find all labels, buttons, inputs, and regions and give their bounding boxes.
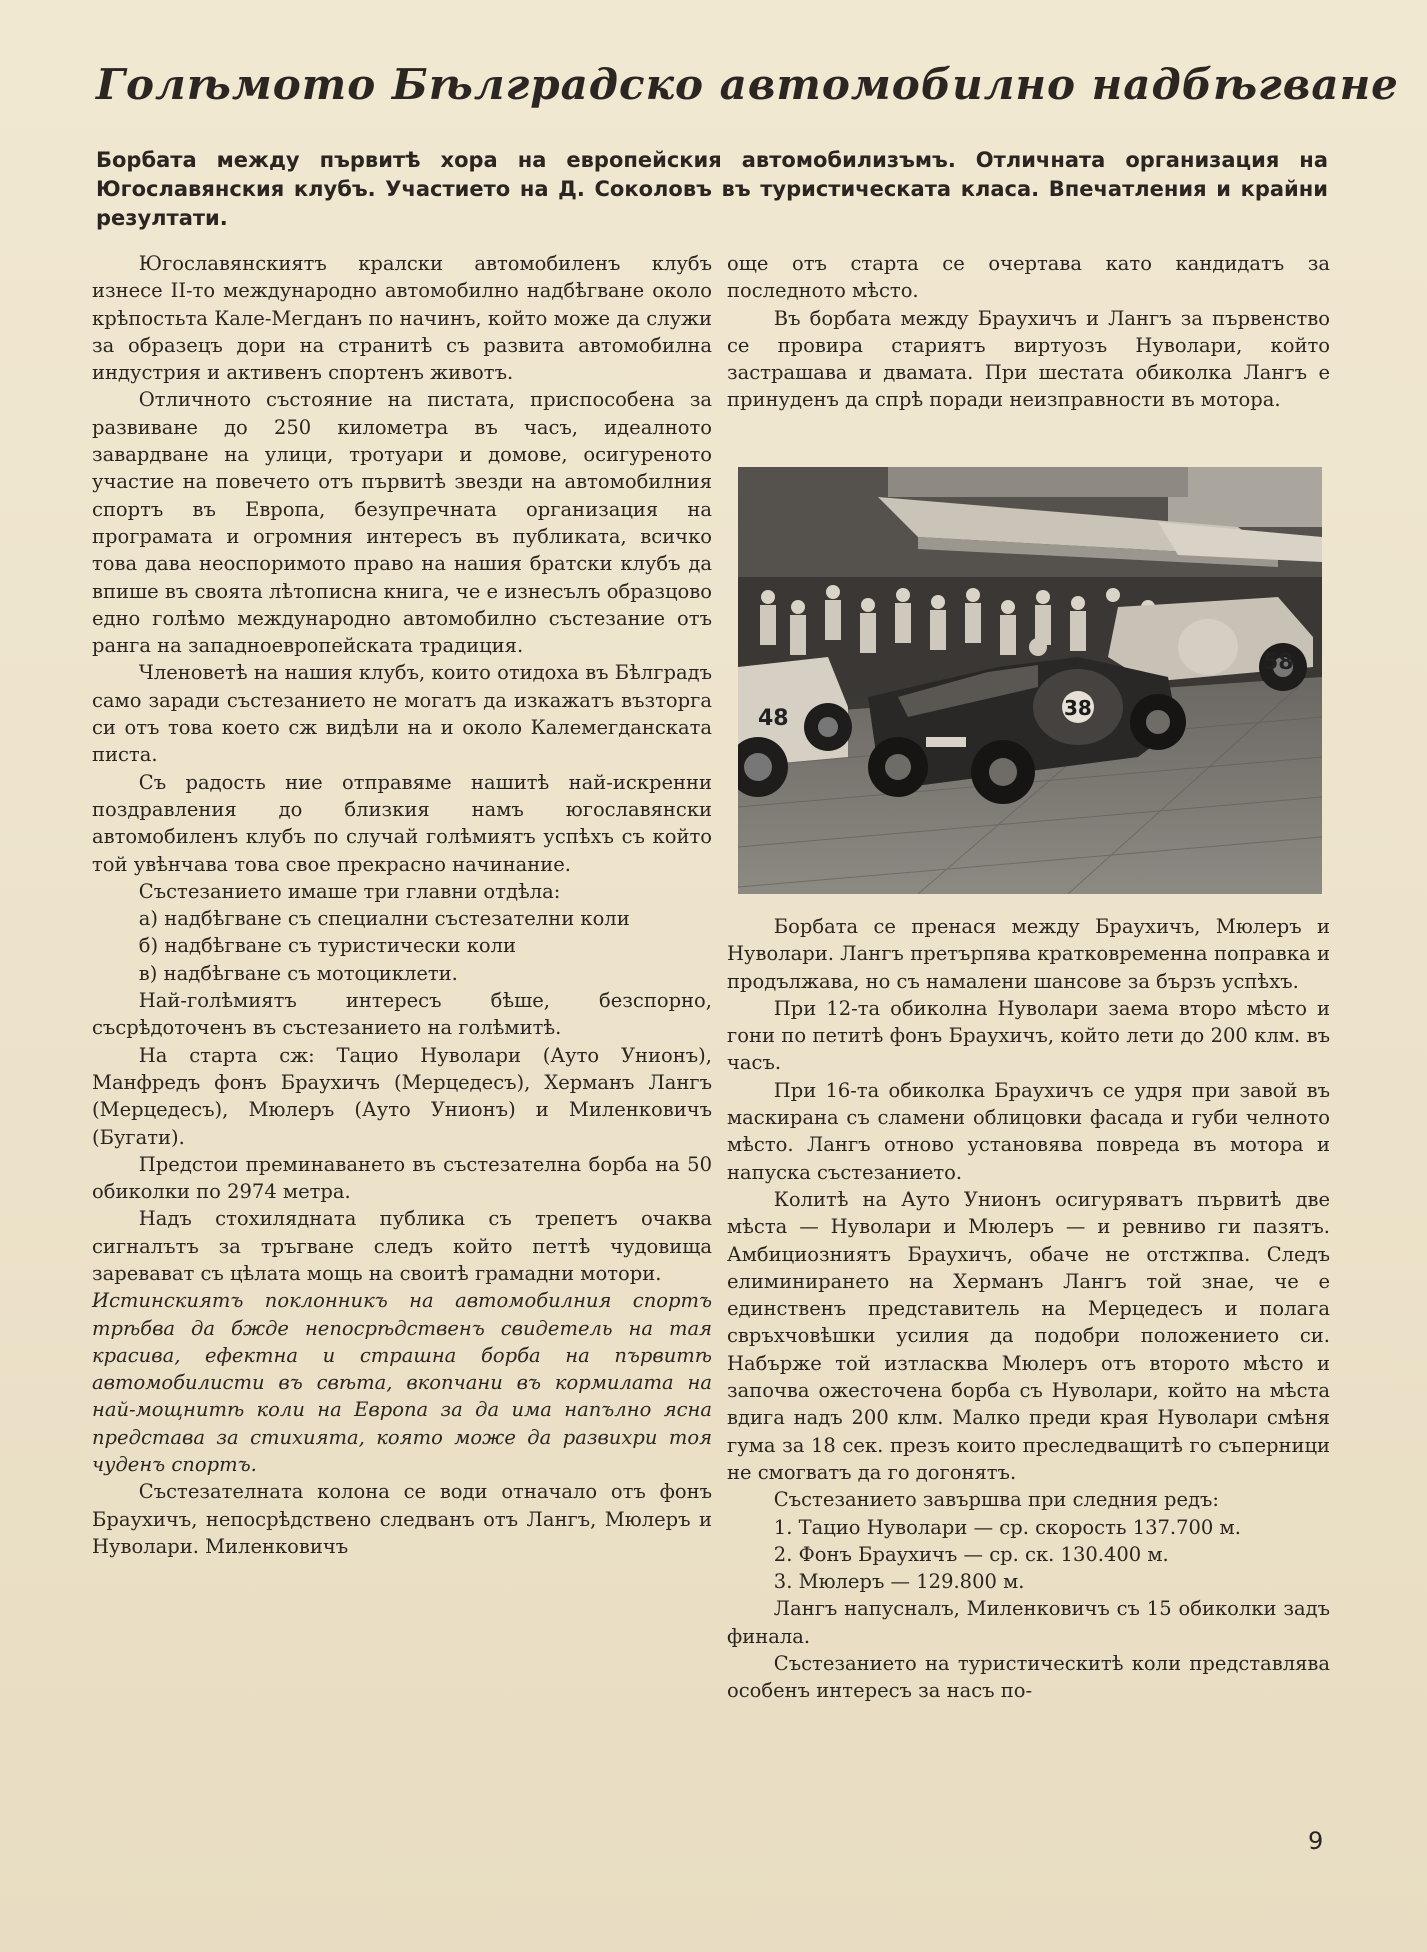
left-column bbox=[92, 250, 712, 1560]
article-title: Голѣмото Бѣлградско автомобилно надбѣгване bbox=[96, 60, 1399, 109]
paragraph: Надъ стохилядната публика съ трепетъ очаква сигналътъ за тръгване следъ който петтѣ чудовища заревават съ цѣлата мощь на своитѣ грамадни мотори. bbox=[92, 1207, 712, 1285]
page-number: 9 bbox=[1308, 1827, 1324, 1855]
italic-paragraph: Истинскиятъ поклонникъ на автомобилния спортъ трѣбва да бжде непосрѣдственъ свидетель на тая красива, ефектна и страшна борба на първитѣ автомобилисти въ свѣта, вкопчани въ кормилата на най-мощнитѣ коли на Европа за да има напълно ясна представа за стихията, която може да развихри тоя чуденъ спортъ. bbox=[92, 1289, 712, 1477]
car-number: 48 bbox=[758, 706, 789, 731]
paragraph: Съ радость ние отправяме нашитѣ най-искренни поздравления до близкия намъ югославянски автомобиленъ клубъ по случай голѣмиятъ успѣхъ съ който той увѣнчава това свое прекрасно начинание. bbox=[92, 770, 712, 876]
article-subtitle: Борбата между първитѣ хора на европейския автомобилизъмъ. Отличната организация на Югославянския клубъ. Участието на Д. Соколовъ въ туристическата класа. Впечатления и крайни резултати. bbox=[96, 148, 1328, 230]
paragraph: Предстои преминаването въ състезателна борба на 50 обиколки по 2974 метра. bbox=[92, 1152, 712, 1204]
list-item: б) надбѣгване съ туристически коли bbox=[138, 934, 517, 958]
results-intro: Състезанието завършва при следния редъ: bbox=[773, 1488, 1219, 1512]
paragraph: Въ борбата между Браухичъ и Лангъ за първенство се провира стариятъ виртуозъ Нуволари, който застрашава и двамата. При шестата обиколка Лангъ е принуденъ да спрѣ поради неизправности въ мотора. bbox=[727, 306, 1330, 412]
paragraph: Най-голѣмиятъ интересъ бѣше, безспорно, съсрѣдоточенъ въ състезанието на голѣмитѣ. bbox=[92, 989, 712, 1040]
paragraph: Отличното състояние на пистата, приспособена за развиване до 250 километра въ часъ, идеалното завардване на улици, тротуари и домове, осигуреното участие на повечето отъ първитѣ звезди на автомобилния спортъ въ Европа, безупречната организация на програмата и огромния интересъ въ публиката, всичко това дава неоспоримото право на нашия братски клубъ да впише въ своята лѣтописна книга, че е изнесълъ образцово едно голѣмо международно автомобилно състезание отъ ранга на западноевропейската традиция. bbox=[92, 388, 712, 658]
photo-caption: Борбата се пренася между Браухичъ, Мюлеръ и Нуволари. Лангъ претърпява кратковременна поправка и продължава, но съ намалени шансове за бързъ успѣхъ. bbox=[727, 915, 1330, 993]
car-number: 58 bbox=[1263, 650, 1294, 675]
paragraph: Членоветѣ на нашия клубъ, които отидоха въ Бѣлградъ само заради състезанието не могатъ да изкажатъ възторга си отъ това което сж видѣли на и около Калемегданската писта. bbox=[92, 661, 712, 767]
paragraph: Колитѣ на Ауто Унионъ осигуряватъ първитѣ две мѣста — Нуволари и Мюлеръ — и ревниво ги пазятъ. Амбициозниятъ Браухичъ, обаче не отстжпва. Следъ елиминирането на Херманъ Лангъ той знае, че е единственъ представитель на Мерцедесъ и полага свръхчовѣшки усилия да подобри положението си. Набърже той изтласква Мюлеръ отъ второто мѣсто и започва ожесточена борба съ Нуволари, който на мѣста вдига надъ 200 клм. Малко преди края Нуволари смѣня гума за 18 сек. презъ които преследващитѣ го съперници не смогватъ да го догонятъ. bbox=[727, 1187, 1330, 1484]
result-3: 3. Мюлеръ — 129.800 м. bbox=[773, 1570, 1025, 1594]
race-cars-photo-illustration bbox=[738, 467, 1322, 894]
paragraph: Състезанието на туристическитѣ коли представлява особенъ интересъ за насъ по- bbox=[727, 1652, 1330, 1703]
car-number: 38 bbox=[1064, 696, 1092, 720]
list-item: в) надбѣгване съ мотоциклети. bbox=[138, 961, 458, 985]
paragraph: Лангъ напусналъ, Миленковичъ съ 15 обиколки задъ финала. bbox=[727, 1597, 1330, 1648]
race-photo bbox=[738, 467, 1322, 894]
result-2: 2. Фонъ Браухичъ — ср. ск. 130.400 м. bbox=[773, 1542, 1169, 1566]
paragraph: При 16-та обиколка Браухичъ се удря при завой въ маскирана съ сламени облицовки фасада и губи челното мѣсто. Лангъ отново установява повреда въ мотора и напуска състезанието. bbox=[727, 1078, 1330, 1184]
paragraph: Югославянскиятъ кралски автомобиленъ клубъ изнесе II-то международно автомобилно надбѣгване около крѣпостьта Кале-Мегданъ по начинъ, който може да служи за образецъ дори на странитѣ съ развита автомобилна индустрия и активенъ спортенъ животъ. bbox=[92, 252, 712, 385]
right-column-bottom bbox=[727, 913, 1330, 1705]
paragraph: Състезателната колона се води отначало отъ фонъ Браухичъ, непосрѣдствено следванъ отъ Лангъ, Мюлеръ и Нуволари. Миленковичъ bbox=[92, 1480, 712, 1558]
paragraph: При 12-та обиколна Нуволари заема второ мѣсто и гони по петитѣ фонъ Браухичъ, който лети до 200 клм. въ часъ. bbox=[727, 996, 1330, 1075]
paragraph: още отъ старта се очертава като кандидатъ за последното мѣсто. bbox=[727, 252, 1330, 303]
right-column-top bbox=[727, 250, 1330, 414]
paragraph: На старта сж: Тацио Нуволари (Ауто Унионъ), Манфредъ фонъ Браухичъ (Мерцедесъ), Херманъ Лангъ (Мерцедесъ), Мюлеръ (Ауто Унионъ) и Миленковичъ (Бугати). bbox=[92, 1043, 712, 1149]
list-item: а) надбѣгване съ специални състезателни коли bbox=[138, 907, 630, 931]
paragraph: Състезанието имаше три главни отдѣла: bbox=[138, 879, 561, 903]
result-1: 1. Тацио Нуволари — ср. скорость 137.700 м. bbox=[773, 1515, 1241, 1539]
